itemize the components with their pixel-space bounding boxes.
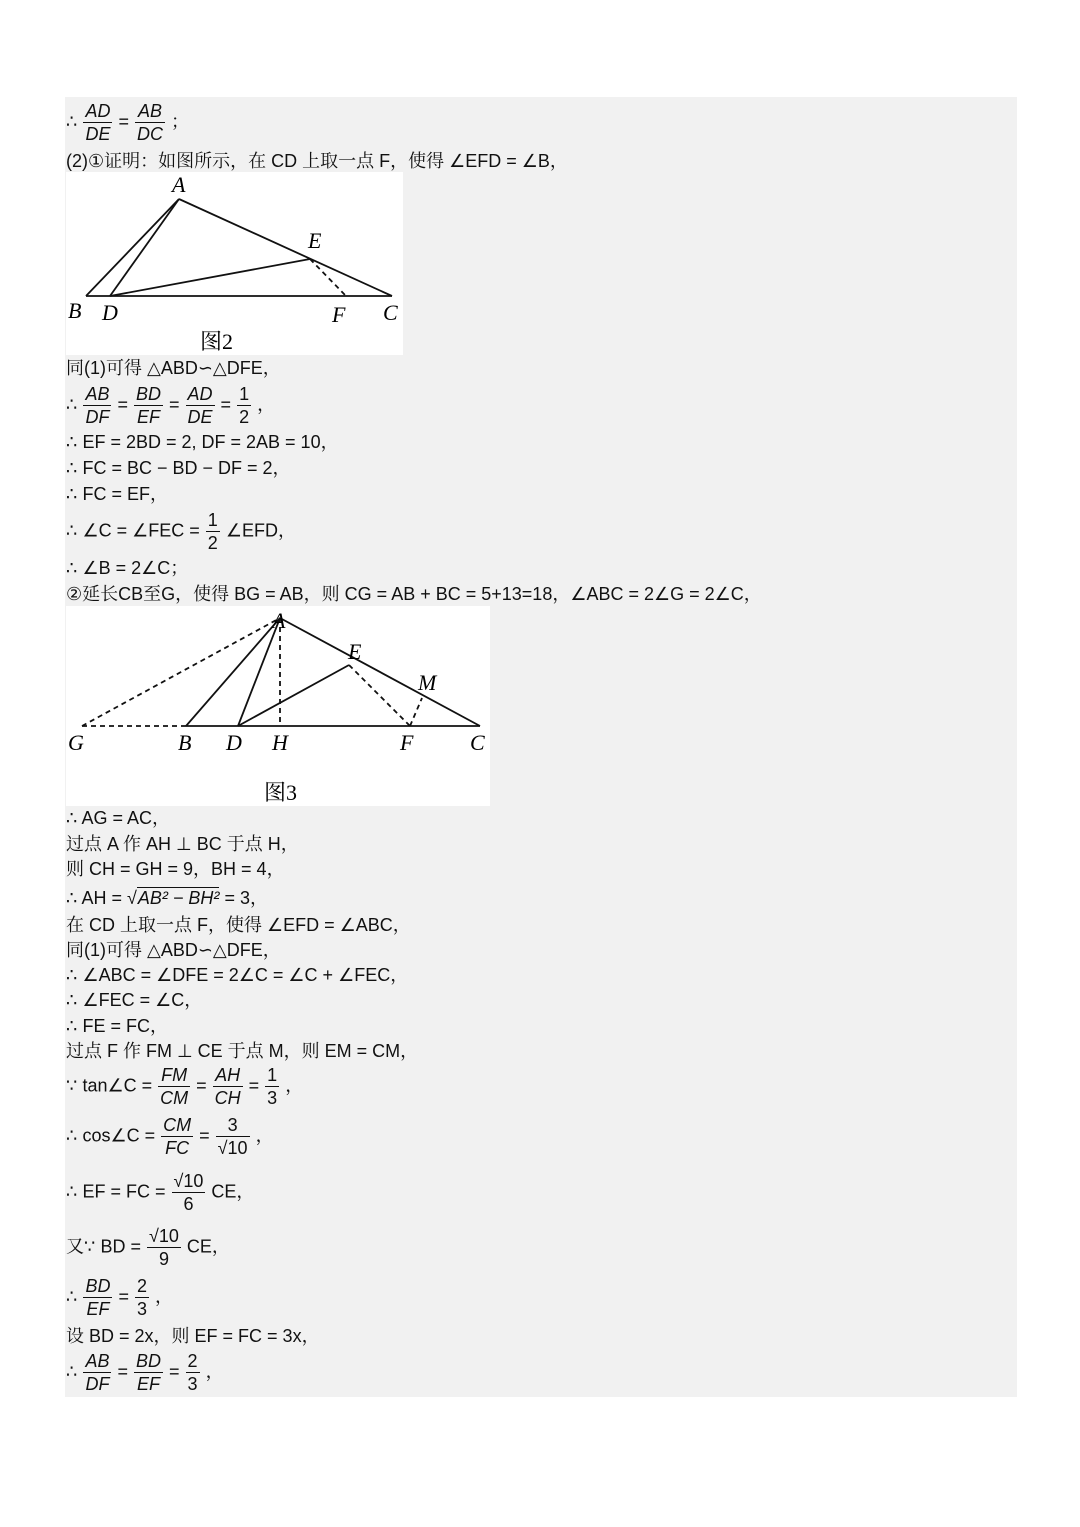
line-part2-proof: (2)①证明：如图所示，在 CD 上取一点 F，使得 ∠EFD = ∠B， [66, 151, 568, 171]
line-fc: ∴ FC = BC − BD − DF = 2， [66, 458, 291, 478]
line-take-f: 在 CD 上取一点 F，使得 ∠EFD = ∠ABC， [66, 915, 411, 935]
line-angle-abc: ∴ ∠ABC = ∠DFE = 2∠C = ∠C + ∠FEC， [66, 965, 409, 985]
line-fc-ef: ∴ FC = EF， [66, 484, 168, 504]
line-part2-2: ②延长CB至G，使得 BG = AB，则 CG = AB + BC = 5+13=18，∠ABC = 2∠G = 2∠C， [66, 584, 762, 604]
line-cos: ∴ cos∠C = $\frac{CM}{FC}$ = $\frac{3}{√10}$ ， [66, 1115, 274, 1158]
line-tan: ∵ tan∠C = $\frac{FM}{CM}$ = $\frac{AH}{CH}$ = $\frac{1}{3}$ ， [66, 1065, 304, 1108]
line-bd-ce: 又∵ BD = $\frac{√10}{9}$ CE， [66, 1226, 230, 1269]
line-ratio-ad-de: ∴ $\frac{AD}{DE}$ = $\frac{AB}{DC}$ ； [66, 101, 190, 144]
label-a: A [272, 608, 286, 633]
segment-ad [110, 199, 179, 296]
segment-ac [280, 618, 480, 726]
line-similar-1: 同(1)可得 △ABD∽△DFE， [66, 358, 281, 378]
figure-2 [66, 172, 403, 355]
figure-3 [66, 606, 490, 806]
line-ag-ac: ∴ AG = AC， [66, 808, 170, 828]
line-angle-b: ∴ ∠B = 2∠C； [66, 558, 189, 578]
line-similar-2: 同(1)可得 △ABD∽△DFE， [66, 940, 281, 960]
label-a: A [172, 172, 186, 197]
line-ef-df: ∴ EF = 2BD = 2, DF = 2AB = 10， [66, 432, 339, 452]
segment-ad [238, 618, 280, 726]
label-m: M [418, 670, 437, 695]
label-f: F [332, 302, 346, 327]
line-final-ratio: ∴ $\frac{AB}{DF}$ = $\frac{BD}{EF}$ = $\frac{2}{3}$ ， [66, 1351, 224, 1394]
label-b: B [178, 730, 192, 755]
line-ah-perp: 过点 A 作 AH ⊥ BC 于点 H， [66, 834, 299, 854]
segment-ab [86, 199, 179, 296]
segment-fm-dashed [410, 698, 422, 726]
line-ratios: ∴ $\frac{AB}{DF}$ = $\frac{BD}{EF}$ = $\frac{AD}{DE}$ = $\frac{1}{2}$ ， [66, 384, 276, 427]
line-angle-c: ∴ ∠C = ∠FEC = $\frac{1}{2}$ ∠EFD， [66, 510, 296, 553]
segment-de [110, 259, 310, 296]
label-c: C [383, 300, 398, 325]
line-ah-value: ∴ AH = √AB² − BH² = 3， [66, 888, 268, 908]
line-fm-perp: 过点 F 作 FM ⊥ CE 于点 M，则 EM = CM， [66, 1041, 419, 1061]
label-d: D [226, 730, 242, 755]
label-d: D [102, 300, 118, 325]
figure-3-diagram [66, 606, 490, 806]
figure-3-caption: 图3 [264, 780, 298, 805]
line-let-bd: 设 BD = 2x，则 EF = FC = 3x， [66, 1326, 320, 1346]
label-h: H [272, 730, 288, 755]
label-f: F [400, 730, 414, 755]
figure-2-diagram [66, 172, 403, 355]
segment-de [238, 665, 349, 726]
line-bd-ef: ∴ $\frac{BD}{EF}$ = $\frac{2}{3}$ ， [66, 1276, 174, 1319]
figure-2-caption: 图2 [200, 329, 234, 354]
label-e: E [308, 228, 322, 253]
segment-ga-dashed [82, 618, 280, 726]
line-ch-gh: 则 CH = GH = 9，BH = 4， [66, 859, 285, 879]
line-fe-fc: ∴ FE = FC， [66, 1016, 168, 1036]
segment-ac [179, 199, 392, 296]
line-angle-fec: ∴ ∠FEC = ∠C， [66, 990, 203, 1010]
label-g: G [68, 730, 84, 755]
label-c: C [470, 730, 485, 755]
segment-ef-dashed [310, 259, 346, 296]
segment-ef-dashed [349, 665, 410, 726]
line-ef-fc-ce: ∴ EF = FC = $\frac{√10}{6}$ CE， [66, 1171, 255, 1214]
label-b: B [68, 298, 82, 323]
label-e: E [348, 639, 362, 664]
